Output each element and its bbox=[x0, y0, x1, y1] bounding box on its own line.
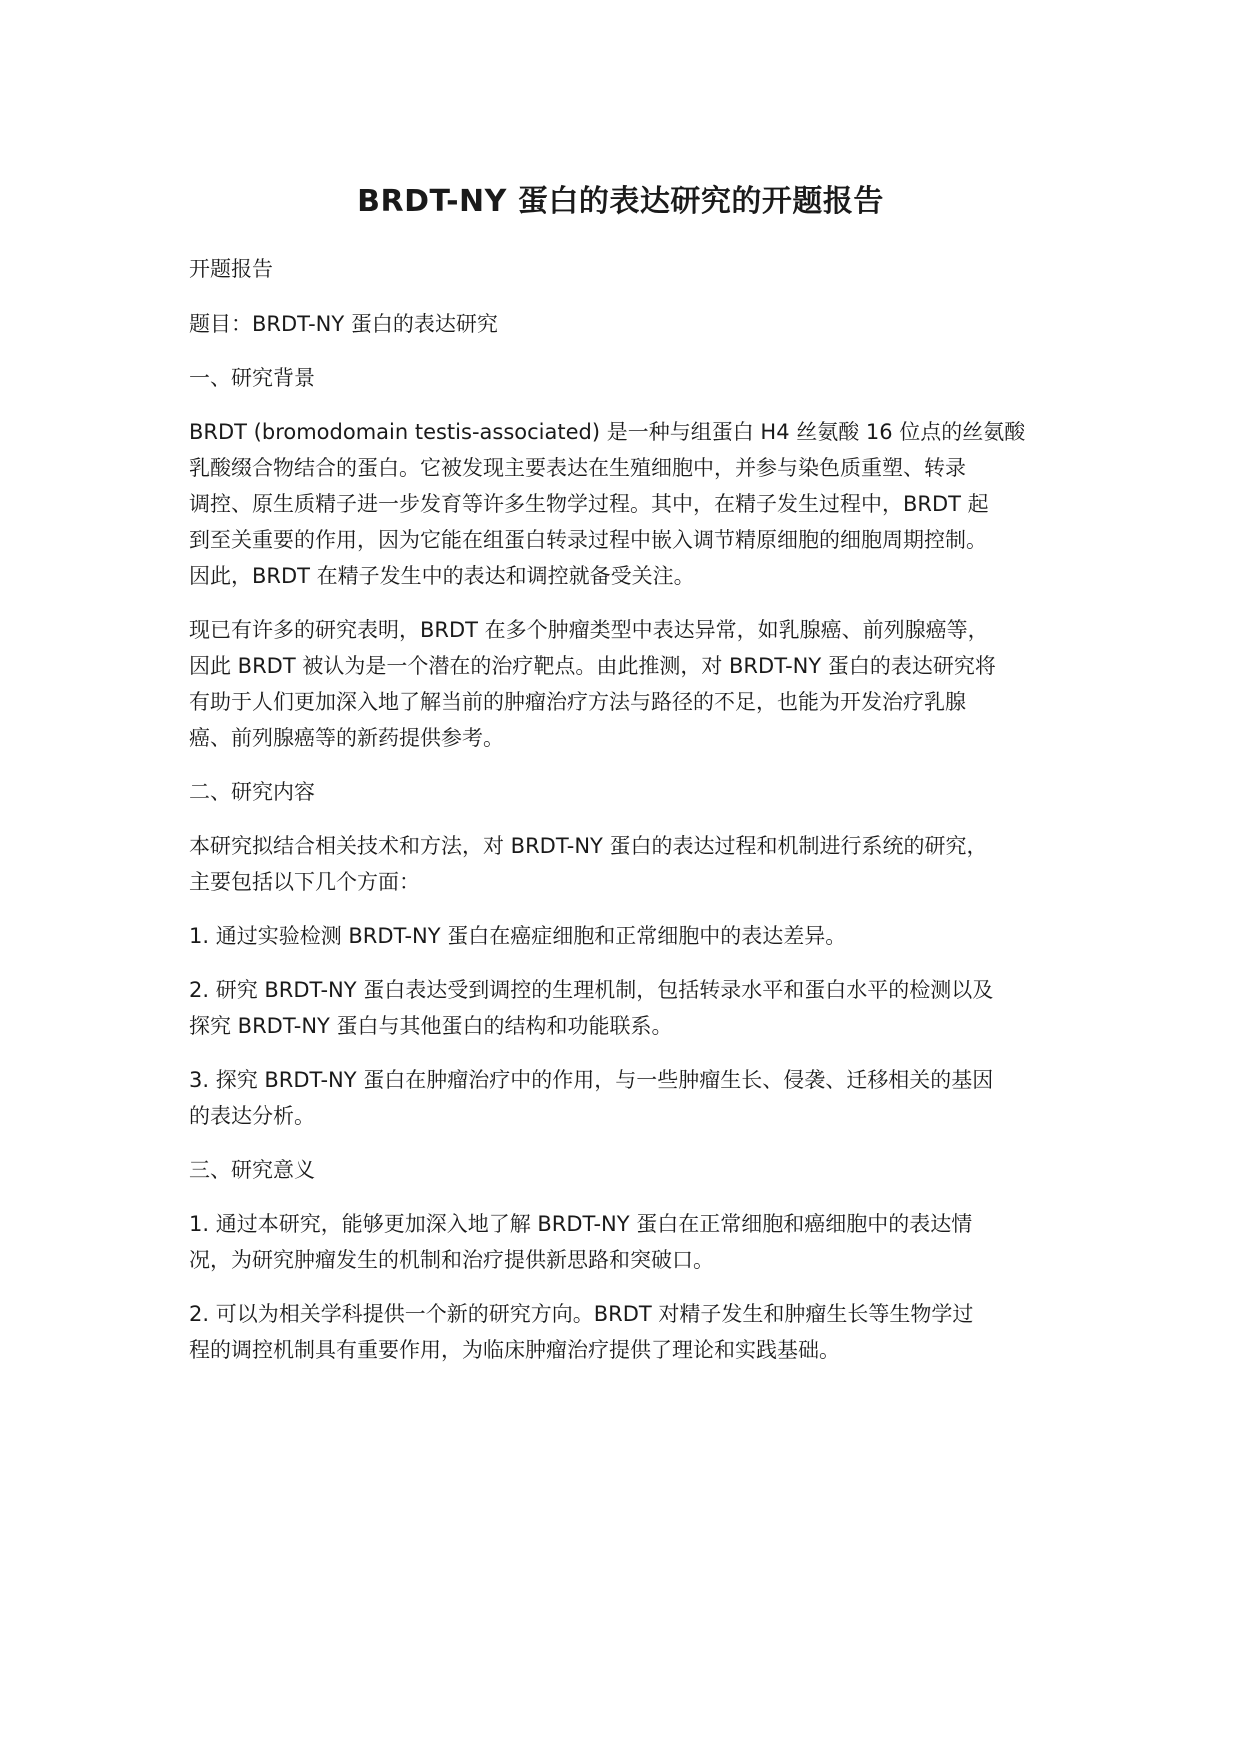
paragraph-line: 1. 通过实验检测 BRDT-NY 蛋白在癌症细胞和正常细胞中的表达差异。 bbox=[189, 924, 847, 948]
section-heading-significance: 三、研究意义 bbox=[189, 1158, 315, 1182]
section-heading-background: 一、研究背景 bbox=[189, 366, 315, 390]
paragraph-line: 1. 通过本研究，能够更加深入地了解 BRDT-NY 蛋白在正常细胞和癌细胞中的表达情 bbox=[189, 1212, 973, 1236]
section-heading-content: 二、研究内容 bbox=[189, 780, 315, 804]
paragraph-line: 主要包括以下几个方面： bbox=[189, 870, 420, 894]
paragraph-line: 到至关重要的作用，因为它能在组蛋白转录过程中嵌入调节精原细胞的细胞周期控制。 bbox=[189, 528, 987, 552]
report-label: 开题报告 bbox=[189, 257, 273, 281]
paragraph-line: 3. 探究 BRDT-NY 蛋白在肿瘤治疗中的作用，与一些肿瘤生长、侵袭、迁移相关的基因 bbox=[189, 1068, 994, 1092]
paragraph-line: BRDT (bromodomain testis-associated) 是一种与组蛋白 H4 丝氨酸 16 位点的丝氨酸 bbox=[189, 420, 1026, 444]
paragraph-line: 有助于人们更加深入地了解当前的肿瘤治疗方法与路径的不足，也能为开发治疗乳腺 bbox=[189, 690, 966, 714]
paragraph-line: 癌、前列腺癌等的新药提供参考。 bbox=[189, 726, 504, 750]
subject-line: 题目：BRDT-NY 蛋白的表达研究 bbox=[189, 312, 498, 336]
paragraph-line: 调控、原生质精子进一步发育等许多生物学过程。其中，在精子发生过程中，BRDT 起 bbox=[189, 492, 989, 516]
paragraph-line: 的表达分析。 bbox=[189, 1104, 315, 1128]
paragraph-line: 本研究拟结合相关技术和方法，对 BRDT-NY 蛋白的表达过程和机制进行系统的研究， bbox=[189, 834, 988, 858]
paragraph-line: 2. 可以为相关学科提供一个新的研究方向。BRDT 对精子发生和肿瘤生长等生物学过 bbox=[189, 1302, 974, 1326]
paragraph-line: 况，为研究肿瘤发生的机制和治疗提供新思路和突破口。 bbox=[189, 1248, 714, 1272]
paragraph-line: 现已有许多的研究表明，BRDT 在多个肿瘤类型中表达异常，如乳腺癌、前列腺癌等， bbox=[189, 618, 989, 642]
paragraph-line: 乳酸缀合物结合的蛋白。它被发现主要表达在生殖细胞中，并参与染色质重塑、转录 bbox=[189, 456, 966, 480]
paragraph-line: 探究 BRDT-NY 蛋白与其他蛋白的结构和功能联系。 bbox=[189, 1014, 673, 1038]
document-title: BRDT-NY 蛋白的表达研究的开题报告 bbox=[357, 184, 884, 219]
paragraph-line: 因此 BRDT 被认为是一个潜在的治疗靶点。由此推测，对 BRDT-NY 蛋白的表达研究将 bbox=[189, 654, 996, 678]
paragraph-line: 程的调控机制具有重要作用，为临床肿瘤治疗提供了理论和实践基础。 bbox=[189, 1338, 840, 1362]
paragraph-line: 因此，BRDT 在精子发生中的表达和调控就备受关注。 bbox=[189, 564, 695, 588]
paragraph-line: 2. 研究 BRDT-NY 蛋白表达受到调控的生理机制，包括转录水平和蛋白水平的检测以及 bbox=[189, 978, 994, 1002]
